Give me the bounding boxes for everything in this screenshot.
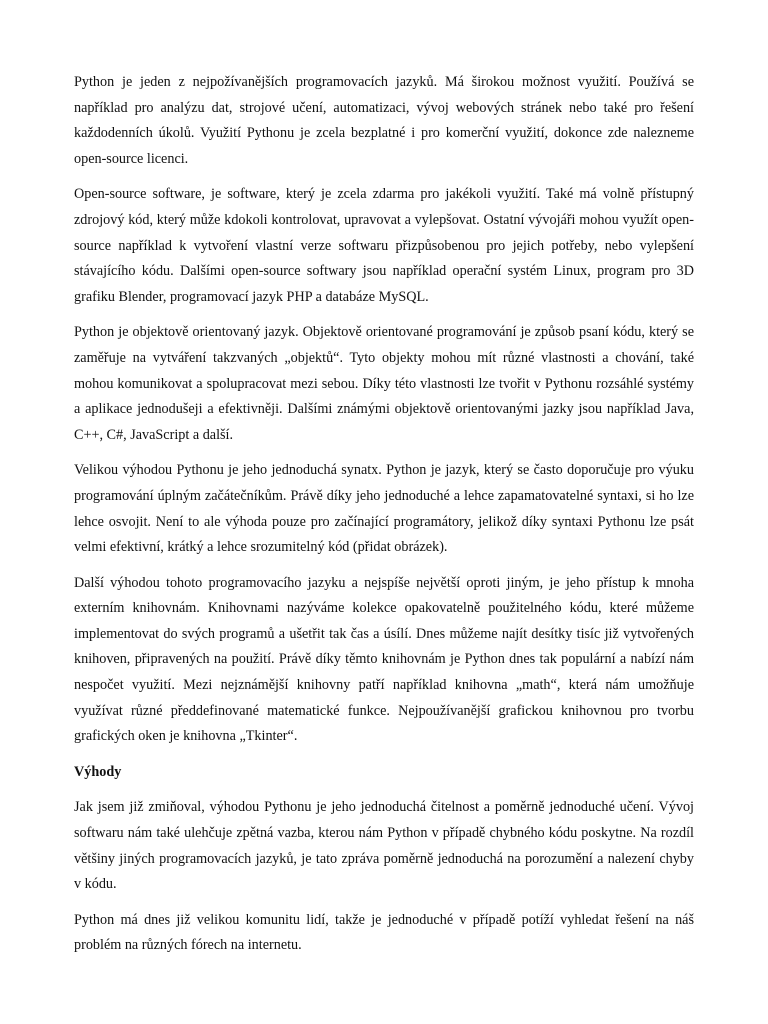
document-page <box>74 70 694 969</box>
paragraph-libraries: Další výhodou tohoto programovacího jazyku a nejspíše největší oproti jiným, je jeho přístup k mnoha externím knihovnám. Knihovnami nazýváme kolekce opakovatelně použitelného kódu, které můžeme implementovat do svých programů a ušetřit tak čas a úsílí. Dnes můžeme najít desítky tisíc již vytvořených knihoven, připravených na použití. Právě díky těmto knihovnám je Python dnes tak populární a nabízí nám nespočet využití. Mezi nejznámější knihovny patří například knihovna „math“, která nám umožňuje využívat různé předdefinované matematické funkce. Nejpoužívanější grafickou knihovnou pro tvorbu grafických oken je knihovna „Tkinter“. <box>74 574 694 745</box>
heading-vyhody: Výhody <box>74 763 122 780</box>
paragraph-object-oriented: Python je objektově orientovaný jazyk. Objektově orientované programování je způsob psaní kódu, který se zaměřuje na vytváření takzvaných „objektů“. Tyto objekty mohou mít různé vlastnosti a chování, také mohou komunikovat a spolupracovat mezi sebou. Díky této vlastnosti lze tvořit v Pythonu rozsáhlé systémy a aplikace jednodušeji a efektivněji. Dalšími známými objektově orientovanými jazky jsou například Java, C++, C#, JavaScript a další. <box>74 324 694 443</box>
paragraph-readability: Jak jsem již zmiňoval, výhodou Pythonu je jeho jednoduchá čitelnost a poměrně jednoduché učení. Vývoj softwaru nám také ulehčuje zpětná vazba, kterou nám Python v případě chybného kódu poskytne. Na rozdíl většiny jiných programovacích jazyků, je tato zpráva poměrně jednoduchá na porozumění a nalezení chyby v kódu. <box>74 799 694 893</box>
paragraph-community: Python má dnes již velikou komunitu lidí, takže je jednoduché v případě potíží vyhledat řešení na náš problém na různých fórech na internetu. <box>74 911 694 954</box>
paragraph-python-intro: Python je jeden z nejpožívanějších programovacích jazyků. Má širokou možnost využití. Používá se například pro analýzu dat, strojové učení, automatizaci, vývoj webových stránek nebo také pro řešení každodenních úkolů. Využití Pythonu je zcela bezplatné i pro komerční využití, dokonce zde nalezneme open-source licenci. <box>74 74 694 167</box>
paragraph-open-source: Open-source software, je software, který je zcela zdarma pro jakékoli využití. Také má volně přístupný zdrojový kód, který může kdokoli kontrolovat, upravovat a vylepšovat. Ostatní vývojáři mohou využít open-source například k vytvoření vlastní verze softwaru přizpůsobenou pro jejich potřeby, nebo vylepšení stávajícího kódu. Dalšími open-source softwary jsou například operační systém Linux, program pro 3D grafiku Blender, programovací jazyk PHP a databáze MySQL. <box>74 186 694 305</box>
paragraph-syntax: Velikou výhodou Pythonu je jeho jednoduchá synatx. Python je jazyk, který se často doporučuje pro výuku programování úplným začátečníkům. Právě díky jeho jednoduché a lehce zapamatovatelné syntaxi, si ho lze lehce osvojit. Není to ale výhoda pouze pro začínající programátory, jelikož díky syntaxi Pythonu lze psát velmi efektivní, krátký a lehce srozumitelný kód (přidat obrázek). <box>74 462 694 556</box>
